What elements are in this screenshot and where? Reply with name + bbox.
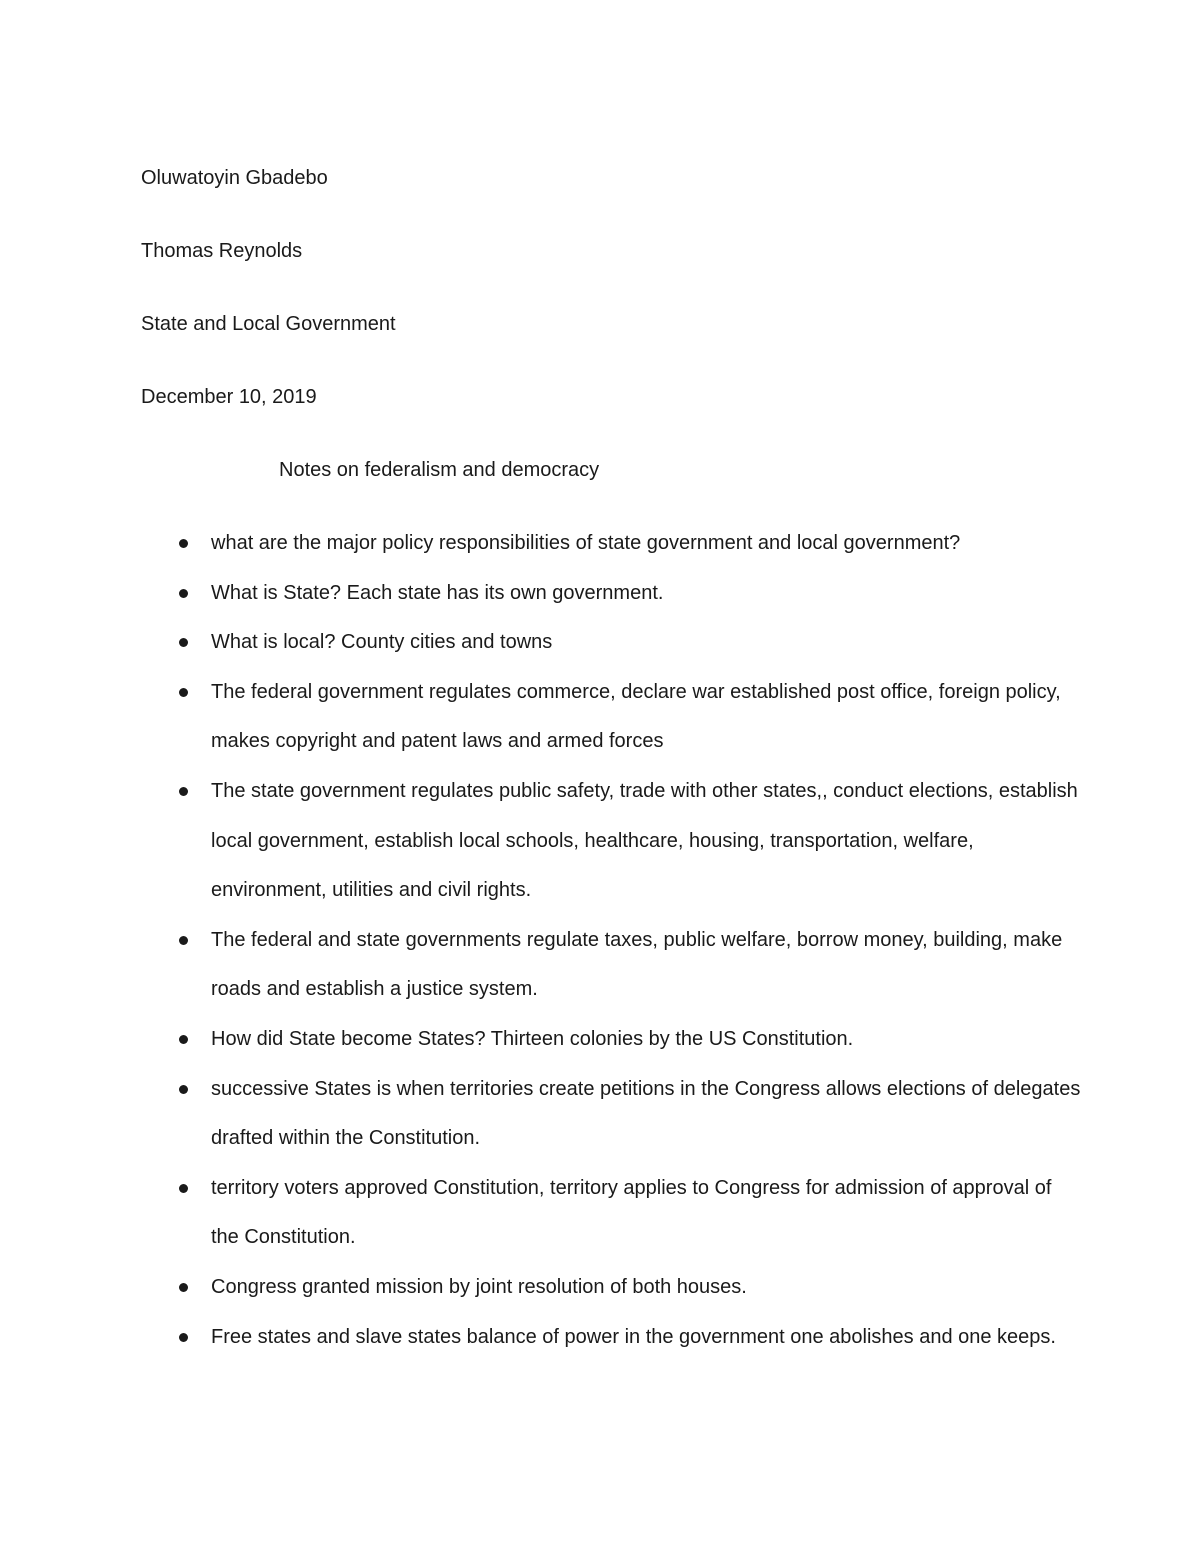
list-item-text: The federal and state governments regulate taxes, public welfare, borrow money, building, make roads and establish a justice system. (211, 928, 1063, 1001)
document-date: December 10, 2019 (141, 386, 317, 408)
bullet-icon (179, 1283, 188, 1292)
list-item (0, 569, 1081, 619)
list-item (0, 1164, 1081, 1263)
instructor-name: Thomas Reynolds (141, 240, 303, 262)
bullet-icon (179, 638, 188, 647)
bullet-icon (179, 539, 188, 548)
bullet-icon (179, 787, 188, 796)
list-item (0, 668, 1081, 767)
list-item (0, 1313, 1081, 1363)
bullet-icon (179, 1035, 188, 1044)
list-item (0, 519, 1081, 569)
list-item (0, 1015, 1081, 1065)
course-name: State and Local Government (141, 313, 396, 335)
list-item-text: What is local? County cities and towns (211, 631, 553, 654)
list-item-text: successive States is when territories create petitions in the Congress allows elections of delegates drafted within the Constitution. (211, 1077, 1081, 1150)
list-item-text: What is State? Each state has its own government. (211, 581, 664, 604)
list-item-text: territory voters approved Constitution, territory applies to Congress for admission of approval of the Constitution. (211, 1176, 1052, 1249)
notes-list (0, 519, 1200, 1362)
list-item (0, 618, 1081, 668)
bullet-icon (179, 1085, 188, 1094)
bullet-icon (179, 1333, 188, 1342)
list-item-text: How did State become States? Thirteen colonies by the US Constitution. (211, 1027, 854, 1050)
bullet-icon (179, 688, 188, 697)
document-title: Notes on federalism and democracy (279, 459, 600, 481)
list-item-text: Free states and slave states balance of power in the government one abolishes and one keeps. (211, 1325, 1056, 1348)
bullet-icon (179, 589, 188, 598)
bullet-icon (179, 936, 188, 945)
student-name: Oluwatoyin Gbadebo (141, 167, 328, 189)
list-item-text: The federal government regulates commerce, declare war established post office, foreign policy, makes copyright and patent laws and armed forces (211, 680, 1061, 753)
list-item-text: The state government regulates public safety, trade with other states,, conduct elections, establish local government, establish local schools, healthcare, housing, transportation, welfare, environment, utilities and civil rights. (211, 779, 1078, 902)
list-item (0, 767, 1081, 916)
list-item (0, 1065, 1081, 1164)
list-item-text: Congress granted mission by joint resolution of both houses. (211, 1275, 747, 1298)
list-item (0, 1263, 1081, 1313)
list-item-text: what are the major policy responsibilities of state government and local government? (211, 532, 961, 554)
bullet-icon (179, 1184, 188, 1193)
list-item (0, 916, 1081, 1015)
